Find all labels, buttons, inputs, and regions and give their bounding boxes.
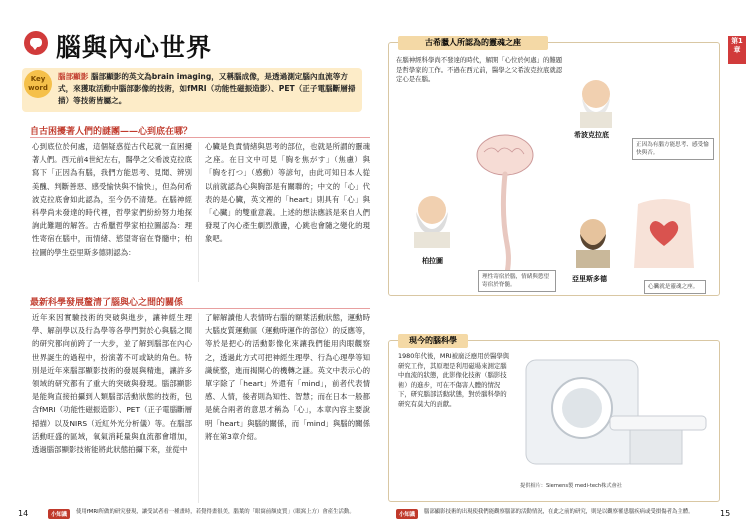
section2-rule [30,308,370,309]
plato-name: 柏拉圖 [422,257,443,265]
aristotle-portrait [568,210,618,268]
column-divider [198,142,199,282]
page-number-right: 15 [720,509,731,518]
tip-badge-right: 小知識 [396,509,418,519]
heart-torso-illustration [628,196,700,268]
plato-quote: 理性寄宿於腦，情緒與慾望寄宿於脊髓。 [478,270,556,292]
page-title: 腦與內心世界 [56,33,213,62]
hippocrates-name: 希波克拉底 [574,131,609,139]
chat-bubble-icon [24,31,48,55]
plato-portrait [404,188,460,248]
section2-col2: 了解解讀他人表情時右腦的額葉活動狀態，運動時大腦皮質運動區（運動時運作的部位）的反應等，等於是把心的活動影像化來讓我們能用肉眼觀察之，透過此方式可把神經生理學、行為心理學等知識統整，進而揭開心的機轉之謎。英文中表示心的單字除了「heart」外還有「mind」，前者代表情感、人情，後者則為知性、智慧；而在日本一般都是統合兩者的意思才稱為「心」，本章內容主要說明「heart」與腦的關係，而「mind」與腦的關係將在第3章介紹。 [205,313,370,441]
keyword-badge: Key word [24,70,52,98]
column-divider [198,313,199,503]
footer-tip-right: 腦部顯影技術的出現使我們能觀察腦部的活動情況，在此之前的研究，則是以觀察罹患腦疾病或受損傷者為主體。 [424,509,694,515]
figure1-description: 在腦神經科學尚不發達的時代，解開「心位於何處」的難題是哲學家的工作。不過在西元前，醫學之父希波克拉底就認定心是在腦。 [396,56,563,83]
section1-col1: 心到底位於何處，這個疑惑從古代起就一直困擾著人們。西元前4世紀左右，醫學之父希波克拉底寫下「正因為有腦，我們方能思考、見聞、辨別美醜、判斷善惡、感受愉快與不愉快」，但為何希波克拉底會如此認為，至今仍不清楚。在腦神經科學尚未發達的時代裡，哲學家們紛紛努力地探詢此難題的解答。古希臘哲學家柏拉圖認為：理性寄宿在腦中，而情緒、慾望寄宿在脊髓中；柏拉圖的學生亞里斯多德則認為： [32,142,192,257]
brain-spinal-cord-illustration [470,130,540,290]
chapter-tab: 第1章 [728,36,746,64]
mri-scanner-photo [520,350,710,478]
figure2-tab: 現今的腦科學 [398,334,468,348]
tip-badge-left: 小知識 [48,509,70,519]
hippocrates-portrait [568,72,624,128]
keyword-term: 腦部顯影 [58,72,89,81]
footer-tip-left: 使用fMRI所做的研究發現，讓受試者看一種畫時，若覺得畫很美，腦葉的「眼窩前額皮質」（眼窩上方）會產生活動。 [76,509,355,515]
aristotle-name: 亞里斯多德 [572,275,607,283]
aristotle-quote: 心臟就是靈魂之座。 [644,280,706,294]
keyword-text [58,71,358,107]
page-number-left: 14 [18,509,29,518]
section1-rule [30,137,370,138]
section2-col1: 近年來因實驗技術的突破與進步，讓神經生理學、解剖學以及行為學等各學門對於心與腦之間的研究都向前跨了一大步，並了解到腦部在內心世界誕生的過程中，扮演著不可或缺的角色。特別是近年來腦部顯影技術的發展與精進，讓許多領域的研究都有了重大的突破與發現。腦部顯影是能夠直接拍攝到人類腦部活動狀態的技術，包含fMRI（功能性磁振造影）、PET（正子電腦斷層掃描）以及NIRS（近紅外光分析儀）等。在腦部活動旺盛的區域，氧氣消耗量與血流都會增加，透過腦部顯影技術能將此狀態拍攝下來，並從中 [32,313,192,455]
photo-credit: 提供相片：Siemens製 medi-tech株式會社 [520,483,622,489]
keyword-definition: 腦部顯影的英文為brain imaging，又稱腦成像，是透過測定腦內血流等方式，來獲取活動中腦部影像的技術，如fMRI（功能性磁振造影）、PET（正子電腦斷層掃描）等技術皆屬之。 [58,72,356,105]
hippocrates-quote: 正因為有腦方能思考、感受愉快與否。 [632,138,714,160]
section1-col2: 心臟是負責情緒與思考的部位，也就是所謂的靈魂之座。在日文中可見「胸を焦がす」（焦慮）與「胸を打つ」（感動）等諺句，由此可知日本人從以前就認為心與胸部是有關聯的；中文的「心」代表的是心臟，英文裡的「heart」則具有「心」與「心臟」的雙重意義。上述的想法應該是來自人們發現了內心產生劇烈激盪，心跳也會隨之變化的現象吧。 [205,142,370,244]
figure2-description: 1980年代後，MRI被廣泛應用於醫學與研究工作，其原理是利用磁場來測定腦中血流的狀態，此影像化技術（腦影技術）的進步，可在不傷害人體的情況下，研究腦部活動狀態，對於腦科學的研究有莫大的貢獻。 [398,352,510,408]
section1-heading: 自古困擾著人們的謎團——心到底在哪？ [30,127,193,137]
section2-heading: 最新科學發展釐清了腦與心之間的關係 [30,298,184,308]
figure1-tab: 古希臘人所認為的靈魂之座 [398,36,548,50]
